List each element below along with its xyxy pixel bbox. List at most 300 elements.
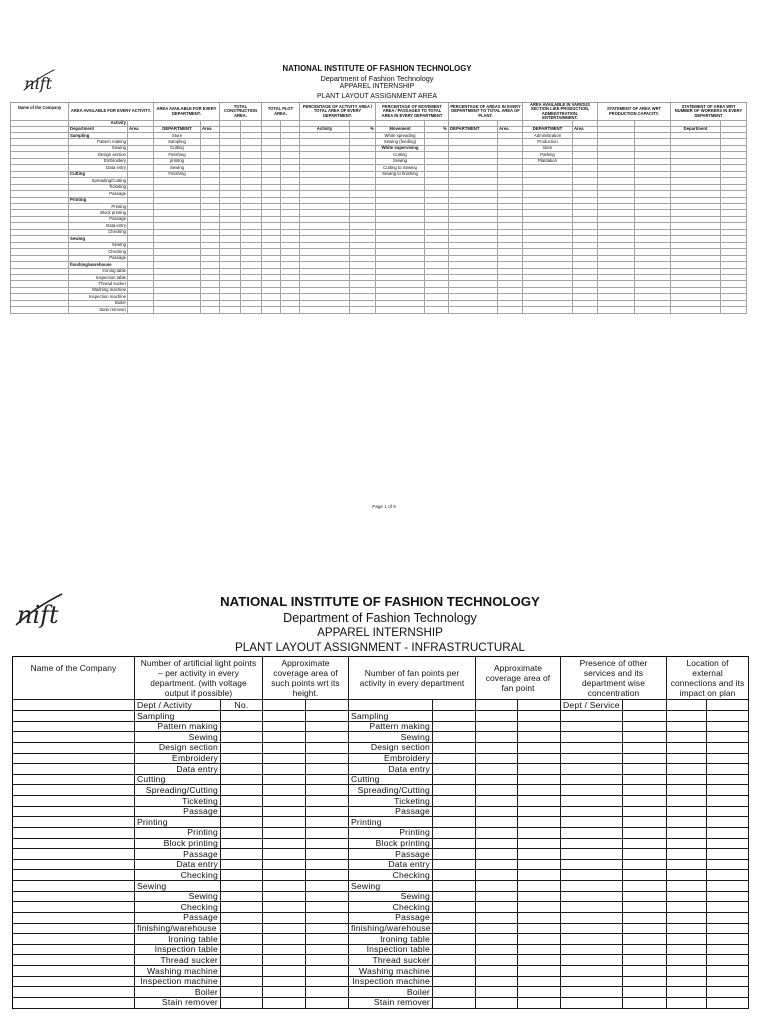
table-cell <box>518 987 561 998</box>
table-cell <box>561 732 623 743</box>
light-activity-item-text: Inspection table <box>154 944 218 955</box>
table-cell <box>306 945 349 956</box>
table-cell <box>623 796 667 807</box>
column-header <box>449 103 523 121</box>
table-cell <box>221 977 263 988</box>
table-cell <box>707 743 749 754</box>
subheader-plant-area-text: Area <box>499 126 509 132</box>
table-cell <box>518 998 561 1009</box>
table-cell <box>667 966 707 977</box>
table-cell <box>518 902 561 913</box>
table-cell <box>667 775 707 786</box>
logo-text: nift <box>17 601 59 629</box>
table-cell <box>561 775 623 786</box>
fan-activity-item <box>349 945 433 956</box>
table-cell <box>306 892 349 903</box>
light-activity-group-text: Sewing <box>137 880 167 891</box>
table-cell <box>13 807 135 818</box>
table-cell <box>13 711 135 722</box>
column-header <box>349 657 476 700</box>
subheader-activity-area-text: Area <box>129 126 139 132</box>
table-cell <box>13 700 135 711</box>
light-activity-item-text: Inspection machine <box>140 976 218 987</box>
table-cell <box>221 966 263 977</box>
table-cell <box>573 307 598 313</box>
table-cell <box>221 924 263 935</box>
table-cell <box>707 775 749 786</box>
activity-item-text: Checking <box>108 229 126 235</box>
activity-item-text: Ironing table <box>102 268 126 274</box>
light-activity-item <box>135 977 221 988</box>
table-cell <box>306 934 349 945</box>
subheader-department-text: DEPARTMENT <box>162 126 192 132</box>
column-header-text: Approximate coverage area of fan point <box>485 662 551 694</box>
table-cell <box>425 307 449 313</box>
table-cell <box>306 902 349 913</box>
table-cell <box>433 775 476 786</box>
column-header <box>69 103 154 121</box>
table-cell <box>623 817 667 828</box>
table-cell <box>13 966 135 977</box>
table-cell <box>263 966 306 977</box>
light-activity-item <box>135 839 221 850</box>
table-cell <box>623 924 667 935</box>
fan-activity-item-text: Checking <box>392 869 430 880</box>
column-header <box>561 657 667 700</box>
table-cell <box>476 732 518 743</box>
department-item-text: Finishing <box>168 151 186 157</box>
fan-activity-item-text: Data entry <box>388 859 430 870</box>
table-cell <box>707 892 749 903</box>
table-cell <box>476 934 518 945</box>
table-cell <box>667 839 707 850</box>
table-cell <box>623 881 667 892</box>
table-cell <box>707 732 749 743</box>
fan-activity-group-text: Cutting <box>351 774 380 785</box>
table-cell <box>707 934 749 945</box>
table-cell <box>433 828 476 839</box>
table-cell <box>721 307 747 313</box>
table-cell <box>561 764 623 775</box>
table-cell <box>433 881 476 892</box>
fan-activity-item-text: Thread sucker <box>372 954 430 965</box>
table-cell <box>281 307 300 313</box>
subheader-activity-department-text: Department <box>70 126 94 132</box>
table-cell <box>476 902 518 913</box>
table-cell <box>623 934 667 945</box>
table-cell <box>667 934 707 945</box>
fan-activity-group <box>349 711 433 722</box>
table-cell <box>263 913 306 924</box>
table-cell <box>262 307 281 313</box>
fan-activity-item <box>349 977 433 988</box>
table-cell <box>306 913 349 924</box>
table-cell <box>518 945 561 956</box>
light-activity-group-text: Printing <box>137 816 168 827</box>
light-activity-item <box>135 998 221 1009</box>
table-cell <box>13 870 135 881</box>
table-cell <box>221 732 263 743</box>
light-activity-item <box>135 849 221 860</box>
page-number: Page 1 of 9 <box>372 504 396 509</box>
light-activity-item-text: Embroidery <box>172 753 218 764</box>
table-cell <box>667 892 707 903</box>
table-cell <box>707 924 749 935</box>
light-activity-item <box>135 785 221 796</box>
table-cell <box>221 754 263 765</box>
light-activity-item-text: Block printing <box>163 838 218 849</box>
subheader-section-department-text: DEPARTMENT <box>532 126 563 132</box>
table-cell <box>476 987 518 998</box>
table-cell <box>433 785 476 796</box>
table-cell <box>667 955 707 966</box>
subheader-service-text: Dept / Service <box>563 699 620 710</box>
table-cell <box>518 796 561 807</box>
table-cell <box>306 849 349 860</box>
column-header <box>667 657 749 700</box>
table-cell <box>433 902 476 913</box>
fan-activity-item <box>349 807 433 818</box>
fan-activity-item-text: Data entry <box>388 763 430 774</box>
light-activity-group <box>135 711 221 722</box>
table-cell <box>667 785 707 796</box>
table-cell <box>623 785 667 796</box>
fan-activity-item-text: Inspection machine <box>352 976 430 987</box>
table-cell <box>263 955 306 966</box>
table-cell <box>623 860 667 871</box>
table-cell <box>667 860 707 871</box>
table-cell <box>433 998 476 1009</box>
fan-activity-item-text: Stain remover <box>373 997 430 1008</box>
fan-activity-item <box>349 902 433 913</box>
table-cell <box>707 902 749 913</box>
light-activity-item-text: Sewing <box>188 731 218 742</box>
table-cell <box>561 998 623 1009</box>
table-cell <box>623 828 667 839</box>
table-cell <box>154 307 201 313</box>
fan-activity-item-text: Block printing <box>375 838 430 849</box>
column-header-text: STATEMENT OF AREA WRT NUMBER OF WORKERS IN EVERY DEPARTMENT <box>674 103 743 118</box>
table-cell <box>221 860 263 871</box>
table-cell <box>263 732 306 743</box>
company-name-header-text: Name of the Company <box>30 663 117 673</box>
column-header-text: Approximate coverage area of such points wrt its height. <box>271 657 340 699</box>
table-cell <box>433 700 476 711</box>
activity-item-text: Printing <box>111 203 126 209</box>
column-header <box>220 103 262 121</box>
table-cell <box>561 892 623 903</box>
table-cell <box>476 892 518 903</box>
table-cell <box>263 945 306 956</box>
company-name-header <box>11 103 69 121</box>
movement-item-text: Sewing (feeding) <box>383 139 417 145</box>
table-cell <box>476 945 518 956</box>
table-cell <box>306 860 349 871</box>
column-header <box>154 103 220 121</box>
fan-activity-item-text: Passage <box>395 848 430 859</box>
fan-activity-item-text: Boiler <box>406 986 430 997</box>
fan-activity-item-text: Sewing <box>400 731 430 742</box>
table-cell <box>518 892 561 903</box>
table-cell <box>623 892 667 903</box>
company-name-header <box>13 657 135 700</box>
table-cell <box>433 987 476 998</box>
table-cell <box>433 892 476 903</box>
activity-item-text: Design section <box>97 151 126 157</box>
table-cell <box>623 732 667 743</box>
table-cell <box>561 934 623 945</box>
table-cell <box>518 913 561 924</box>
table-cell <box>518 754 561 765</box>
table-cell <box>476 711 518 722</box>
fan-activity-item-text: Washing machine <box>359 965 430 976</box>
light-activity-item <box>135 764 221 775</box>
table-cell <box>263 934 306 945</box>
table-cell <box>433 966 476 977</box>
table-cell <box>476 977 518 988</box>
table-cell <box>667 881 707 892</box>
table-cell <box>476 764 518 775</box>
fan-activity-item <box>349 860 433 871</box>
table-cell <box>221 839 263 850</box>
table-cell <box>707 987 749 998</box>
table-cell <box>13 754 135 765</box>
department-name: Department of Fashion Technology <box>320 73 434 83</box>
table-cell <box>518 764 561 775</box>
activity-item-text: Embroidery <box>104 158 126 164</box>
table-cell <box>306 987 349 998</box>
light-activity-item <box>135 754 221 765</box>
fan-activity-item <box>349 839 433 850</box>
subheader-pct-activity-sign-text: % <box>370 126 374 132</box>
fan-activity-group-text: Sewing <box>351 880 381 891</box>
activity-item-text: Passage <box>109 190 126 196</box>
table-cell <box>667 987 707 998</box>
department-item-text: Cutting <box>170 145 184 151</box>
fan-activity-item <box>349 870 433 881</box>
light-activity-item-text: Boiler <box>194 986 218 997</box>
table-cell <box>221 817 263 828</box>
table-cell <box>263 849 306 860</box>
program-name: APPAREL INTERNSHIP <box>317 626 443 639</box>
nift-logo <box>22 67 56 95</box>
table-cell <box>623 977 667 988</box>
fan-activity-group-text: Sampling <box>351 710 389 721</box>
fan-activity-group-text: Printing <box>351 816 382 827</box>
table-cell <box>263 839 306 850</box>
table-cell <box>263 881 306 892</box>
fan-activity-item <box>349 828 433 839</box>
light-activity-item <box>135 945 221 956</box>
table-cell <box>306 796 349 807</box>
light-activity-group-text: Cutting <box>137 774 166 785</box>
table-cell <box>667 828 707 839</box>
activity-group-text: finishing/warehouse <box>70 261 112 267</box>
movement-item-text: Cutting <box>393 151 407 157</box>
light-activity-item <box>135 732 221 743</box>
table-cell <box>263 764 306 775</box>
table-cell <box>306 743 349 754</box>
column-header-text: AREA AVAILABLE IN VARIOUS SECTION LIKE PRODUCTION, ADMINISTRATION, ENTERTAINMENT. <box>530 101 590 120</box>
table-cell <box>306 711 349 722</box>
activity-item-text: Thread sucker <box>98 281 126 286</box>
fan-activity-item <box>349 913 433 924</box>
light-activity-item-text: Ticketing <box>182 795 218 806</box>
table-cell <box>707 849 749 860</box>
column-header <box>376 103 449 121</box>
department-item-text: printing <box>169 158 185 164</box>
table-cell <box>221 955 263 966</box>
table-cell <box>263 775 306 786</box>
light-activity-item <box>135 934 221 945</box>
table-cell <box>221 934 263 945</box>
table-cell <box>623 722 667 733</box>
table-cell <box>561 828 623 839</box>
activity-item <box>69 307 128 313</box>
light-activity-item-text: Data entry <box>176 763 218 774</box>
table-cell <box>433 722 476 733</box>
light-activity-group-text: Sampling <box>137 710 175 721</box>
light-activity-item <box>135 913 221 924</box>
table-cell <box>667 700 707 711</box>
table-cell <box>263 977 306 988</box>
fan-activity-item <box>349 966 433 977</box>
table-cell <box>518 807 561 818</box>
table-cell <box>518 711 561 722</box>
table-cell <box>13 945 135 956</box>
table-cell <box>263 870 306 881</box>
table-cell <box>623 849 667 860</box>
table-cell <box>561 966 623 977</box>
fan-activity-item-text: Checking <box>392 901 430 912</box>
table-cell <box>476 881 518 892</box>
activity-item-text: Washing machine <box>92 287 126 293</box>
table-cell <box>221 785 263 796</box>
table-cell <box>635 307 671 313</box>
table-cell <box>433 839 476 850</box>
light-activity-item-text: Passage <box>183 912 218 923</box>
fan-activity-item-text: Embroidery <box>384 753 430 764</box>
nift-logo <box>14 590 64 632</box>
section-item-text: store <box>542 145 553 151</box>
table-cell <box>561 711 623 722</box>
activity-item-text: Data entry <box>106 164 126 170</box>
subheader-workers-department-text: Department <box>683 126 708 132</box>
light-activity-item-text: Checking <box>180 869 218 880</box>
table-cell <box>518 870 561 881</box>
table-cell <box>306 881 349 892</box>
table-cell <box>433 764 476 775</box>
table-cell <box>433 743 476 754</box>
column-header-text: PERCENTAGE OF MOVEMENT AREA / PASSAGES TO TOTAL AREA IN EVERY DEPARTMENT <box>381 103 443 118</box>
fan-activity-item <box>349 785 433 796</box>
table-cell <box>598 307 635 313</box>
table-cell <box>306 870 349 881</box>
subheader-movement-sign-text: % <box>443 126 447 132</box>
table-cell <box>263 817 306 828</box>
table-cell <box>667 902 707 913</box>
table-cell <box>306 732 349 743</box>
table-cell <box>707 977 749 988</box>
table-cell <box>623 955 667 966</box>
light-activity-item <box>135 902 221 913</box>
table-cell <box>128 307 154 313</box>
table-cell <box>433 913 476 924</box>
table-cell <box>306 977 349 988</box>
table-cell <box>13 913 135 924</box>
table-cell <box>623 754 667 765</box>
table-cell <box>263 743 306 754</box>
activity-item-text: Inspection table <box>95 274 126 280</box>
table-cell <box>561 955 623 966</box>
table-cell <box>306 754 349 765</box>
table-cell <box>476 807 518 818</box>
table-cell <box>263 892 306 903</box>
subheader-plant-department-text: DEPARTMENT <box>450 126 480 132</box>
program-name: APPAREL INTERNSHIP <box>339 83 415 90</box>
column-header-text: PERCENTAGE OF ACTIVITY AREA / TOTAL AREA OF EVERY DEPARTMENT. <box>302 103 373 118</box>
table-cell <box>433 711 476 722</box>
column-header-text: Number of artificial light points – per activity in every department. (with voltage output if possible) <box>140 657 257 699</box>
table-cell <box>707 754 749 765</box>
table-cell <box>13 817 135 828</box>
activity-group-text: Sewing <box>70 235 86 241</box>
table-cell <box>221 945 263 956</box>
table-cell <box>349 700 433 711</box>
activity-item-text: Pattern making <box>97 139 126 145</box>
light-activity-item <box>135 955 221 966</box>
table-cell <box>433 945 476 956</box>
fan-activity-group <box>349 817 433 828</box>
section-item-text: Administration <box>533 132 562 138</box>
light-activity-group <box>135 881 221 892</box>
table-cell <box>561 913 623 924</box>
table-cell <box>707 796 749 807</box>
table-cell <box>561 987 623 998</box>
subheader-movement-text: Movement <box>389 126 411 132</box>
table-cell <box>707 839 749 850</box>
table-cell <box>306 700 349 711</box>
table-cell <box>707 722 749 733</box>
table-cell <box>306 966 349 977</box>
table-cell <box>623 913 667 924</box>
table-cell <box>306 828 349 839</box>
table-cell <box>13 977 135 988</box>
column-header <box>263 657 349 700</box>
table-cell <box>476 839 518 850</box>
movement-item-text: Cutting to Sewing <box>383 164 417 170</box>
movement-item-text: White supervising <box>381 145 419 151</box>
light-activity-item-text: Passage <box>183 806 218 817</box>
subheader-light-activity-text: Dept / Activity <box>137 699 193 710</box>
table-cell <box>561 849 623 860</box>
table-cell <box>623 764 667 775</box>
light-activity-item-text: Passage <box>183 848 218 859</box>
table-cell <box>707 785 749 796</box>
subheader-light-no-text: No. <box>234 699 249 710</box>
table-cell <box>667 924 707 935</box>
table-cell <box>306 955 349 966</box>
light-activity-item-text: Design section <box>158 742 218 753</box>
activity-item-text: Sewing <box>111 145 126 151</box>
table-cell <box>476 754 518 765</box>
table-cell <box>350 307 376 313</box>
table-cell <box>433 807 476 818</box>
table-cell <box>667 945 707 956</box>
activity-item-text: Stain remover <box>99 306 126 312</box>
column-header <box>262 103 300 121</box>
table-cell <box>221 743 263 754</box>
